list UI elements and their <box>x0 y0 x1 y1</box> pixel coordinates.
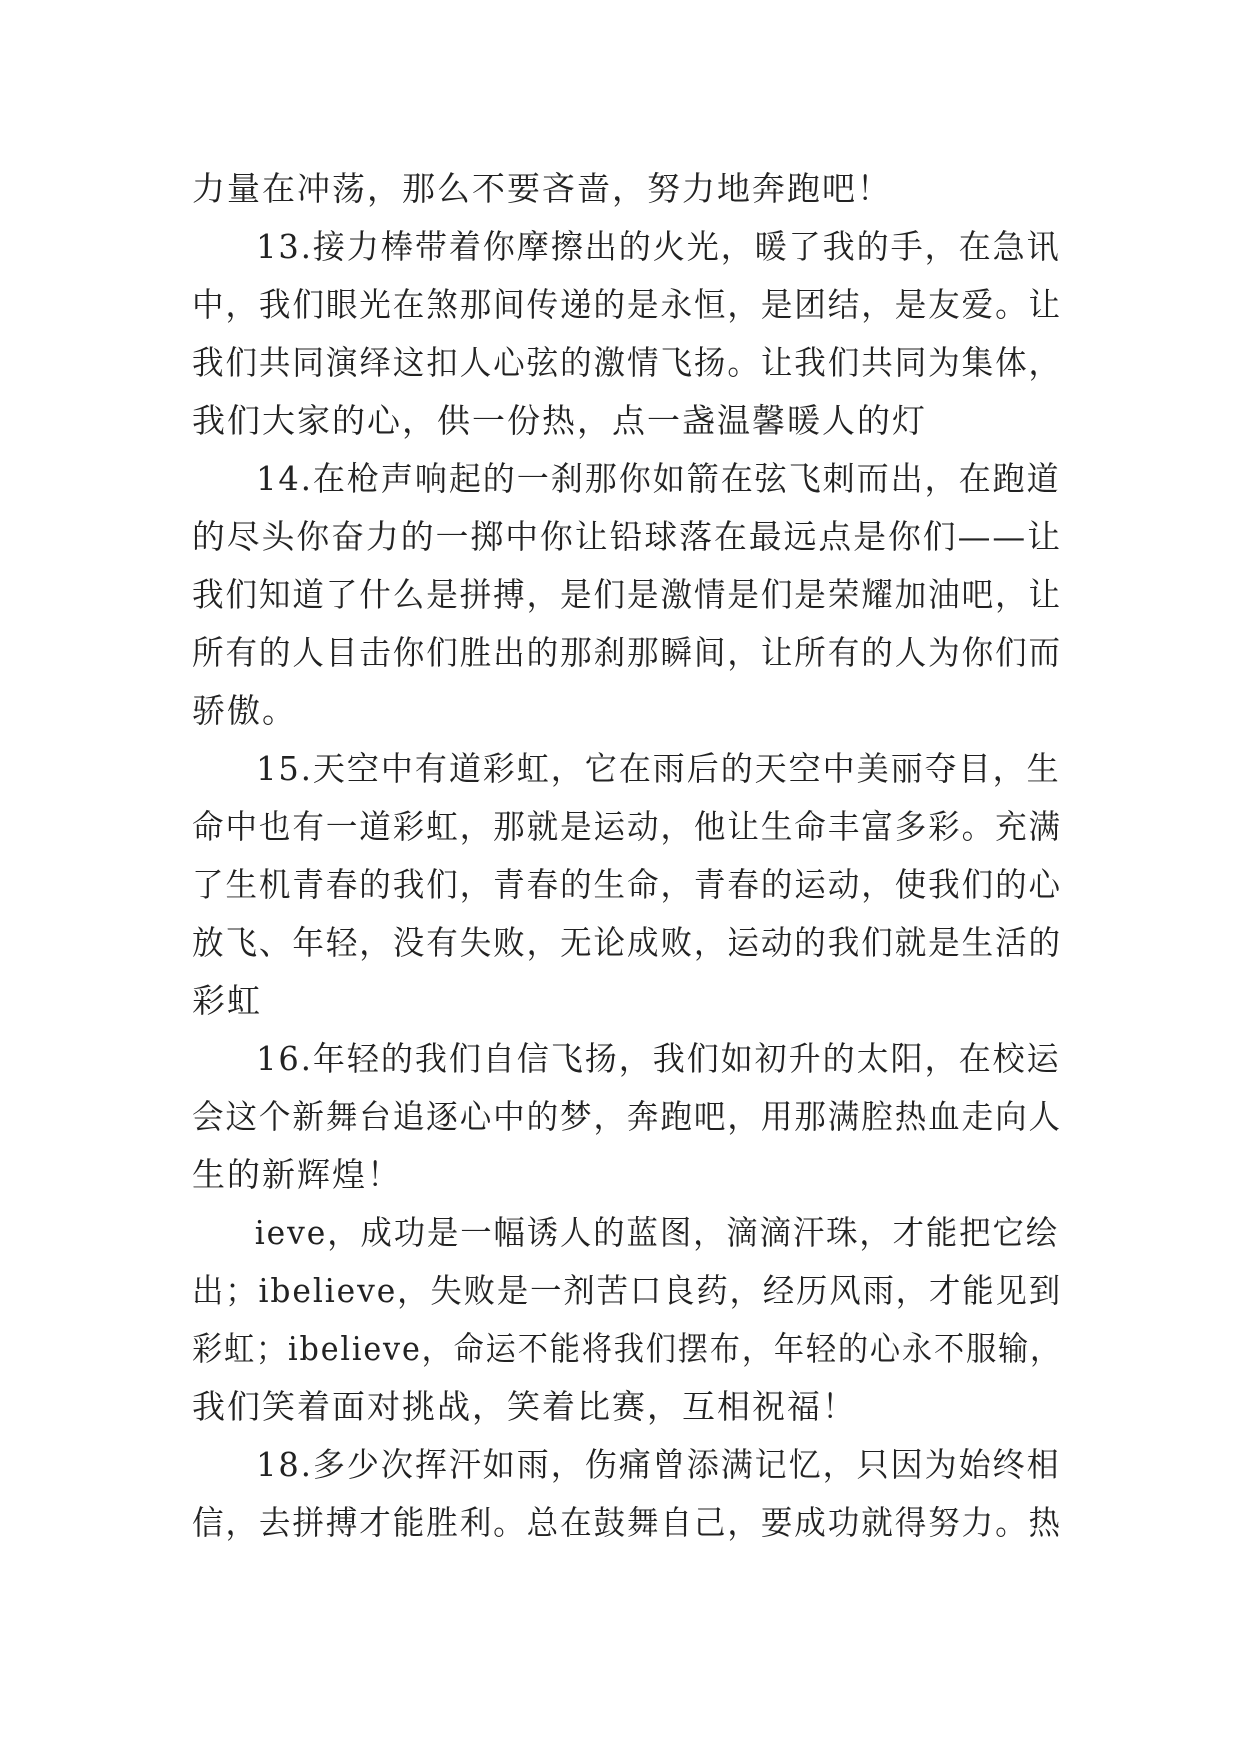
text-line: 15.天空中有道彩虹，它在雨后的天空中美丽夺目，生 <box>256 749 1061 788</box>
text-line: 18.多少次挥汗如雨，伤痛曾添满记忆，只因为始终相 <box>256 1445 1061 1484</box>
text-line: 我们笑着面对挑战，笑着比赛，互相祝福！ <box>192 1387 857 1426</box>
text-line: 放飞、年轻，没有失败，无论成败，运动的我们就是生活的 <box>192 923 1062 962</box>
body-text <box>192 160 1062 1552</box>
text-line: 了生机青春的我们，青春的生命，青春的运动，使我们的心 <box>192 865 1062 904</box>
text-line: 14.在枪声响起的一刹那你如箭在弦飞刺而出，在跑道 <box>256 459 1061 498</box>
text-line: 出；ibelieve，失败是一剂苦口良药，经历风雨，才能见到 <box>192 1271 1063 1310</box>
text-line: 骄傲。 <box>192 691 297 730</box>
text-line: 我们大家的心，供一份热，点一盏温馨暖人的灯 <box>192 401 927 440</box>
text-line: 彩虹；ibelieve，命运不能将我们摆布，年轻的心永不服输， <box>192 1329 1063 1368</box>
text-line: 所有的人目击你们胜出的那刹那瞬间，让所有的人为你们而 <box>192 633 1062 672</box>
text-line: 彩虹 <box>192 981 262 1020</box>
text-line: 16.年轻的我们自信飞扬，我们如初升的太阳，在校运 <box>256 1039 1061 1078</box>
text-line: 的尽头你奋力的一掷中你让铅球落在最远点是你们——让 <box>192 517 1062 556</box>
text-line: 我们共同演绎这扣人心弦的激情飞扬。让我们共同为集体， <box>192 343 1062 382</box>
text-line: ieve，成功是一幅诱人的蓝图，滴滴汗珠，才能把它绘 <box>254 1213 1059 1252</box>
text-line: 我们知道了什么是拼搏，是们是激情是们是荣耀加油吧，让 <box>192 575 1062 614</box>
text-line: 信，去拼搏才能胜利。总在鼓舞自己，要成功就得努力。热 <box>192 1503 1062 1542</box>
text-line: 生的新辉煌！ <box>192 1155 402 1194</box>
text-line: 力量在冲荡，那么不要吝啬，努力地奔跑吧！ <box>192 169 892 208</box>
text-line: 中，我们眼光在煞那间传递的是永恒，是团结，是友爱。让 <box>192 285 1062 324</box>
text-line: 命中也有一道彩虹，那就是运动，他让生命丰富多彩。充满 <box>192 807 1062 846</box>
text-line: 会这个新舞台追逐心中的梦，奔跑吧，用那满腔热血走向人 <box>192 1097 1062 1136</box>
text-line: 13.接力棒带着你摩擦出的火光，暖了我的手，在急讯 <box>256 227 1061 266</box>
